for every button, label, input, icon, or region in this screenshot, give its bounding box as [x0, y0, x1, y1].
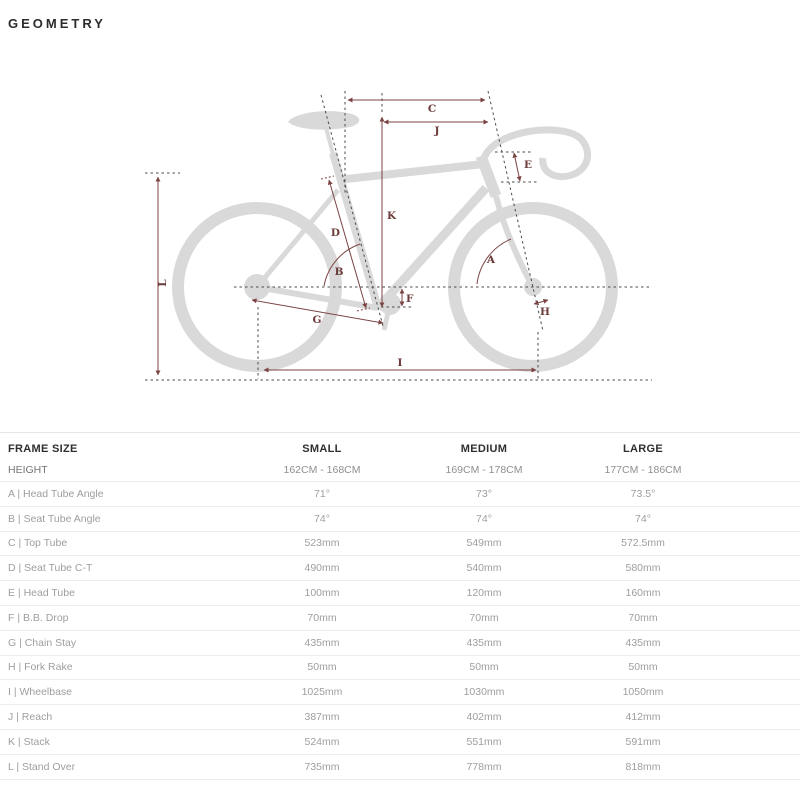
table-row: [0, 729, 800, 754]
label-fork-rake: H: [540, 306, 550, 318]
label-stack: K: [387, 210, 397, 222]
label-head-angle: A: [486, 254, 496, 266]
row-value-large: 74°: [635, 512, 651, 525]
row-value-medium: 435mm: [466, 636, 502, 649]
row-value-large: 591mm: [625, 735, 661, 748]
table-row: [0, 531, 800, 556]
row-value-medium: 402mm: [466, 711, 502, 724]
row-value-large: 50mm: [628, 661, 658, 674]
row-value-medium: 1030mm: [463, 686, 505, 699]
label-wheelbase: I: [397, 357, 403, 369]
table-row: [0, 481, 800, 506]
table-row: [0, 580, 800, 605]
row-value-large: 412mm: [625, 711, 661, 724]
label-bb-drop: F: [406, 293, 414, 305]
table-row: [0, 605, 800, 630]
row-label: H | Fork Rake: [8, 661, 73, 674]
height-large: 177CM - 186CM: [604, 464, 682, 476]
page-title: GEOMETRY: [8, 16, 106, 31]
row-label: J | Reach: [8, 711, 53, 724]
row-value-small: 100mm: [304, 587, 340, 600]
row-value-small: 435mm: [304, 636, 340, 649]
row-value-medium: 549mm: [466, 537, 502, 550]
row-value-small: 490mm: [304, 562, 340, 575]
handlebar: [484, 130, 588, 177]
label-chain-stay: G: [312, 314, 322, 326]
row-value-large: 818mm: [625, 760, 661, 773]
row-value-large: 70mm: [628, 611, 658, 624]
seat-tube-dim-tick-top: [321, 176, 334, 179]
row-label: G | Chain Stay: [8, 636, 77, 649]
label-seat-angle: B: [334, 266, 344, 278]
row-value-large: 1050mm: [622, 686, 664, 699]
row-value-medium: 778mm: [466, 760, 502, 773]
bike-silhouette: [178, 111, 612, 366]
height-small: 162CM - 168CM: [283, 464, 361, 476]
row-value-large: 435mm: [625, 636, 661, 649]
height-label: HEIGHT: [8, 464, 48, 476]
row-value-medium: 120mm: [466, 587, 502, 600]
saddle: [288, 111, 359, 130]
row-label: E | Head Tube: [8, 587, 75, 600]
table-row: [0, 679, 800, 704]
row-value-large: 572.5mm: [621, 537, 665, 550]
label-head-tube: E: [524, 159, 533, 171]
table-bottom-border: [0, 779, 800, 780]
row-value-small: 70mm: [307, 611, 337, 624]
label-standover: L: [157, 279, 169, 287]
table-row: [0, 704, 800, 729]
row-label: K | Stack: [8, 735, 50, 748]
label-seat-tube: D: [330, 227, 340, 239]
row-value-medium: 74°: [476, 512, 492, 525]
row-value-small: 735mm: [304, 760, 340, 773]
row-value-large: 73.5°: [630, 487, 656, 500]
dimension-lines: [158, 100, 548, 375]
row-label: L | Stand Over: [8, 760, 76, 773]
col-small: SMALL: [302, 442, 342, 455]
table-row: [0, 555, 800, 580]
height-row: [0, 459, 800, 481]
row-label: I | Wheelbase: [8, 686, 73, 699]
row-label: D | Seat Tube C-T: [8, 562, 93, 575]
col-frame-size: FRAME SIZE: [8, 442, 78, 455]
row-value-medium: 73°: [476, 487, 492, 500]
row-label: F | B.B. Drop: [8, 611, 69, 624]
row-value-medium: 551mm: [466, 735, 502, 748]
label-reach: J: [434, 125, 440, 137]
geometry-table: [0, 432, 800, 780]
top-tube: [337, 164, 484, 180]
table-row: [0, 506, 800, 531]
row-value-small: 1025mm: [301, 686, 343, 699]
col-large: LARGE: [623, 442, 663, 455]
dim-head-tube: [514, 153, 520, 181]
row-value-large: 580mm: [625, 562, 661, 575]
row-value-small: 387mm: [304, 711, 340, 724]
col-medium: MEDIUM: [460, 442, 508, 455]
row-value-small: 523mm: [304, 537, 340, 550]
row-value-small: 71°: [314, 487, 330, 500]
table-rows: [0, 481, 800, 779]
height-medium: 169CM - 178CM: [445, 464, 523, 476]
row-label: B | Seat Tube Angle: [8, 512, 101, 525]
row-value-small: 74°: [314, 512, 330, 525]
table-header-row: [0, 433, 800, 459]
row-value-small: 50mm: [307, 661, 337, 674]
row-label: A | Head Tube Angle: [8, 487, 104, 500]
table-row: [0, 754, 800, 779]
row-label: C | Top Tube: [8, 537, 68, 550]
table-row: [0, 655, 800, 680]
row-value-medium: 50mm: [469, 661, 499, 674]
table-row: [0, 630, 800, 655]
chain-stay-tube: [257, 287, 378, 308]
row-value-medium: 540mm: [466, 562, 502, 575]
row-value-medium: 70mm: [469, 611, 499, 624]
label-top-tube: C: [427, 103, 437, 115]
row-value-large: 160mm: [625, 587, 661, 600]
row-value-small: 524mm: [304, 735, 340, 748]
